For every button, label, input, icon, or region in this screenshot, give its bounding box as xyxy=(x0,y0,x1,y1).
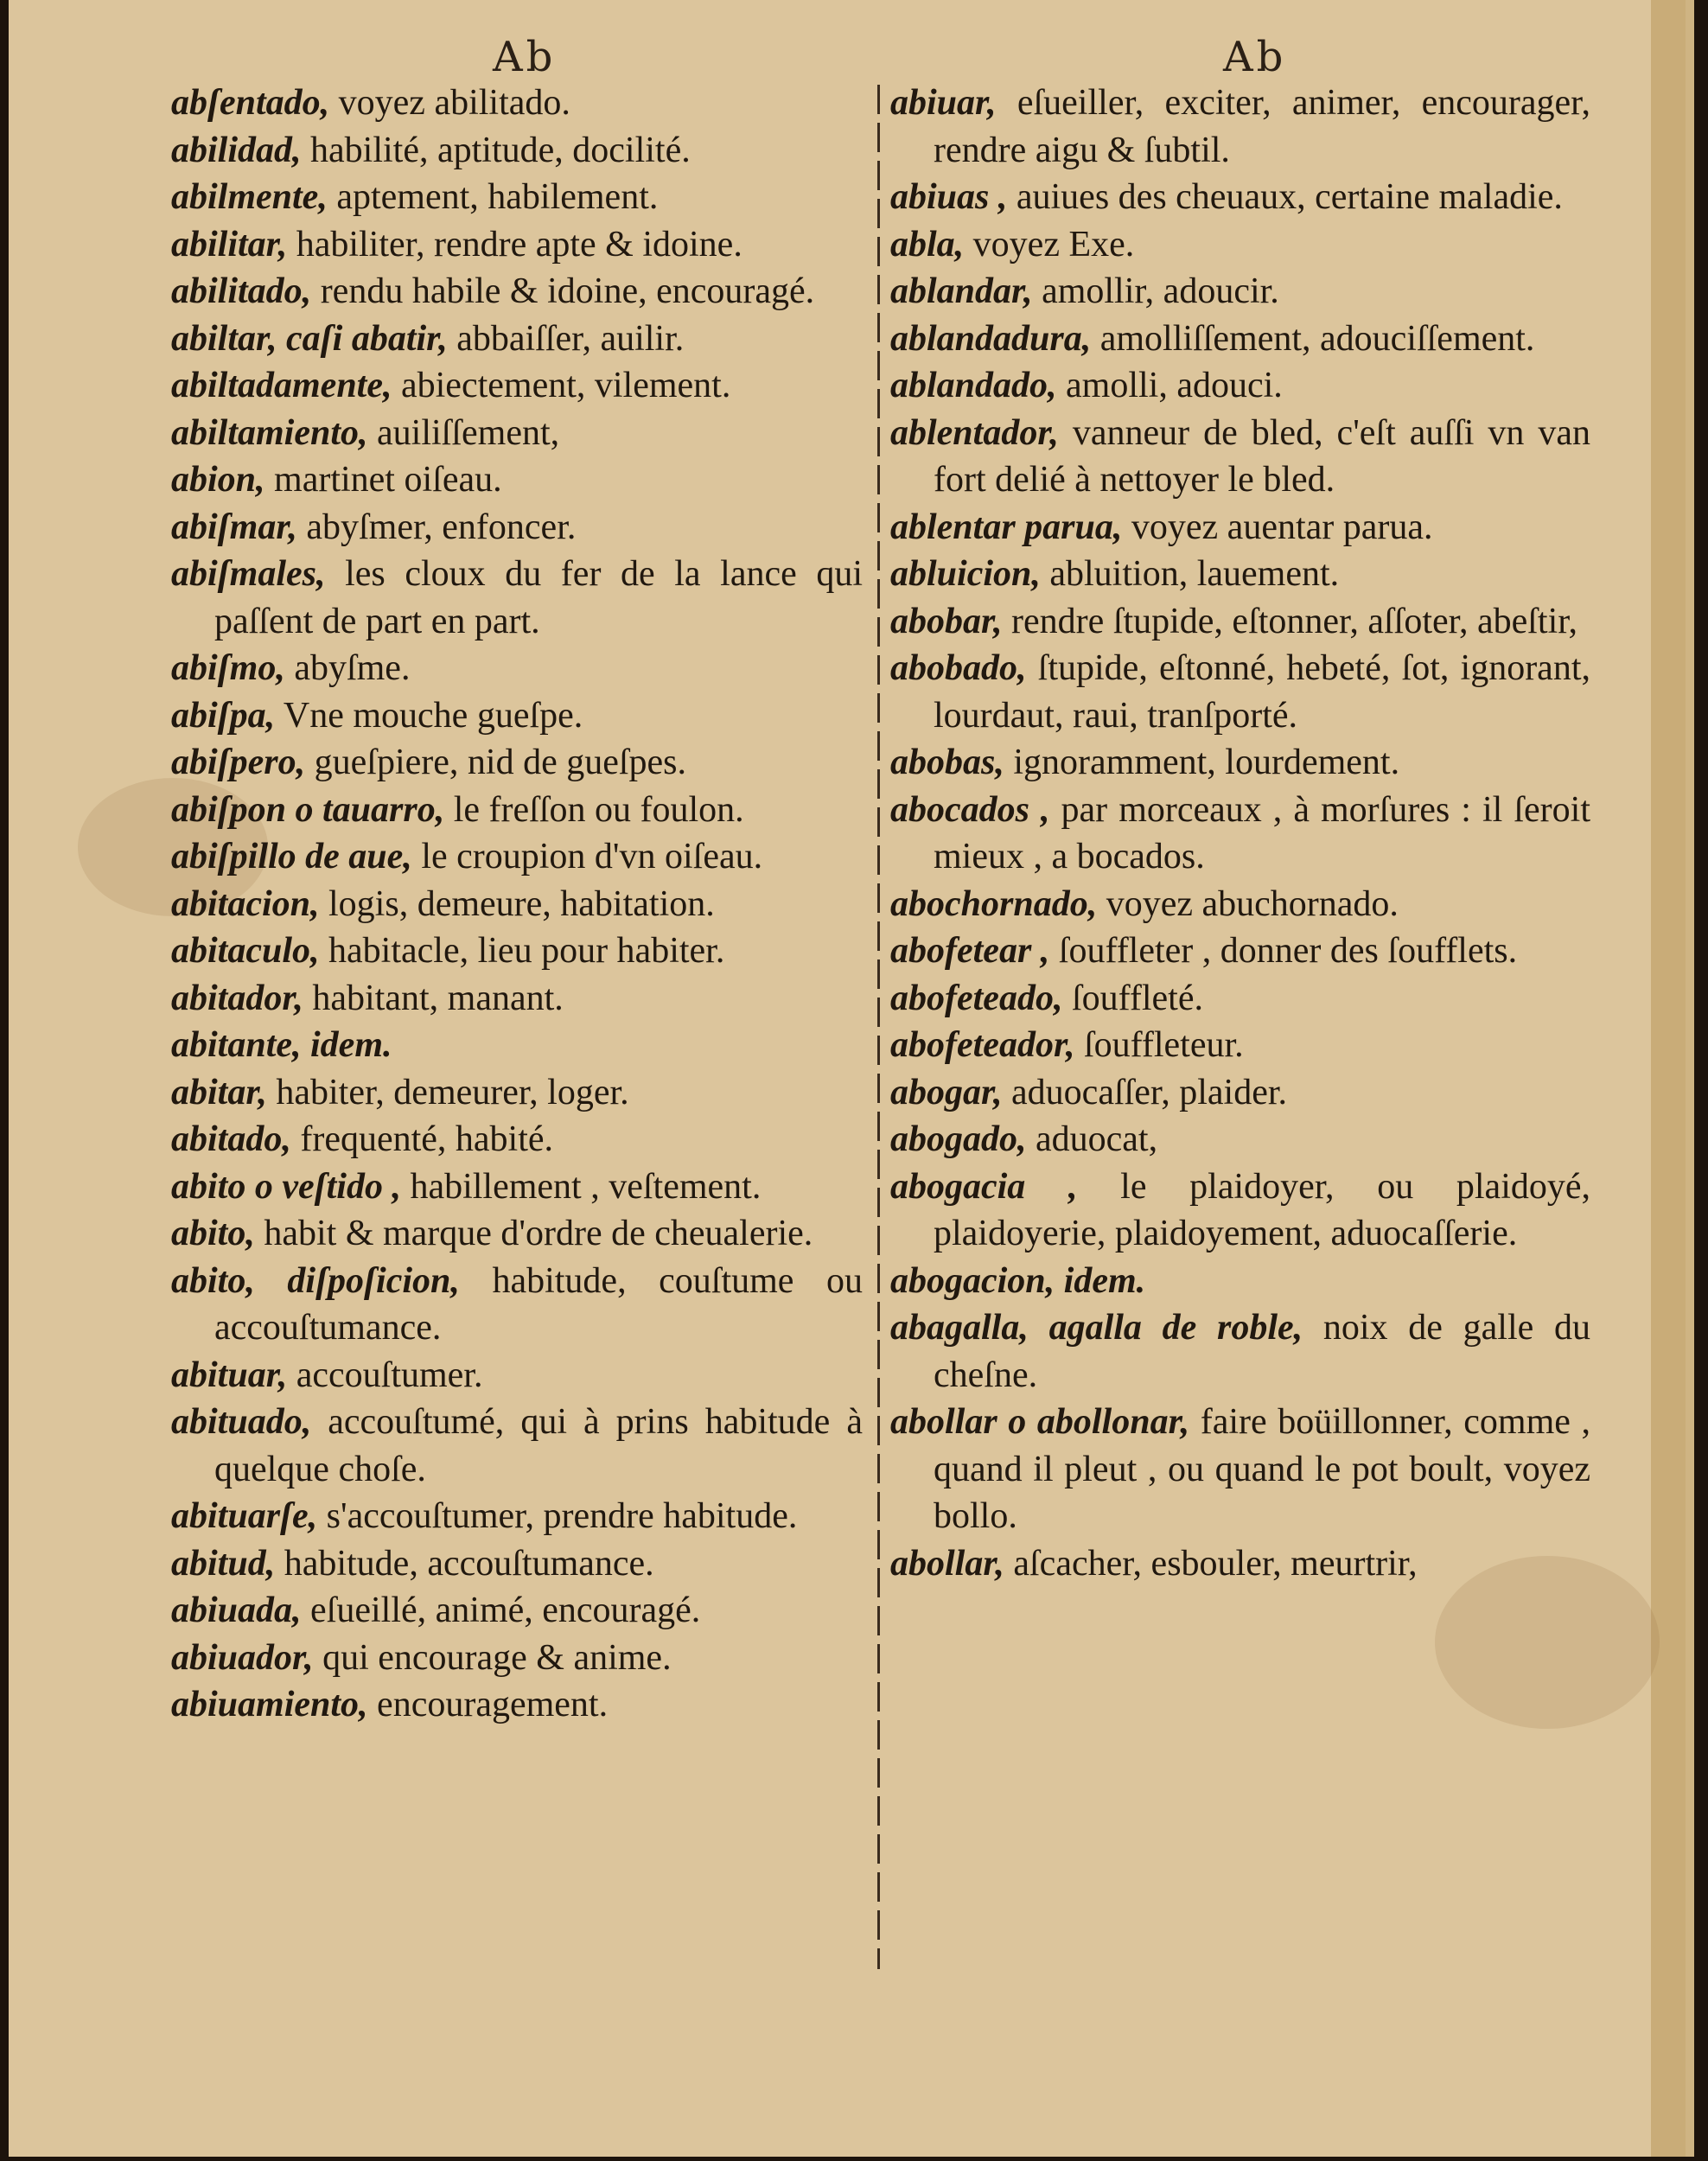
dictionary-entry xyxy=(890,316,1590,363)
definition: habitude, couſtume ou accouſtumance. xyxy=(214,1260,863,1348)
running-head-left: Ab xyxy=(493,33,557,81)
headword: abiltar, caſi abatir, xyxy=(171,318,448,359)
definition: habitude, accouſtumance. xyxy=(275,1543,654,1584)
definition: noix de galle du cheſne. xyxy=(934,1308,1590,1395)
dictionary-entry xyxy=(890,80,1590,174)
definition: eſueiller, exciter, animer, encourager, rendre aigu & ſubtil. xyxy=(934,83,1590,170)
dictionary-entry xyxy=(171,127,863,175)
dictionary-entry xyxy=(890,362,1590,410)
dictionary-entry xyxy=(171,221,863,269)
headword: abitar, xyxy=(171,1072,267,1112)
definition: abluition, lauement. xyxy=(1040,554,1340,594)
definition: habitacle, lieu pour habiter. xyxy=(319,931,725,971)
dictionary-entry xyxy=(890,1304,1590,1399)
definition: ſtupide, eſtonné, hebeté, ſot, ignorant, lourdaut, raui, tranſporté. xyxy=(934,648,1590,736)
dictionary-entry xyxy=(890,787,1590,881)
dictionary-entry xyxy=(171,1399,863,1493)
definition: faire boüillonner, comme , quand il pleut , ou quand le pot boult, voyez bollo. xyxy=(934,1402,1591,1536)
headword: abofetear , xyxy=(890,931,1050,971)
headword: abofeteador, xyxy=(890,1025,1075,1065)
definition: s'accouſtumer, prendre habitude. xyxy=(317,1496,798,1536)
headword: ablandadura, xyxy=(890,318,1092,359)
headword: abiltamiento, xyxy=(171,412,368,453)
dictionary-entry xyxy=(171,316,863,363)
headword: abluicion, xyxy=(890,554,1041,594)
dictionary-entry xyxy=(171,1022,863,1069)
definition: voyez abuchornado. xyxy=(1097,883,1399,924)
right-column xyxy=(890,80,1590,1587)
dictionary-entry xyxy=(171,551,863,645)
dictionary-entry xyxy=(890,1163,1590,1258)
headword: abito o veſtido , xyxy=(171,1166,401,1207)
dictionary-entry xyxy=(171,1116,863,1163)
headword: abogado, xyxy=(890,1119,1027,1159)
headword: abitacion, xyxy=(171,883,320,924)
headword: abilitado, xyxy=(171,271,312,311)
dictionary-entry xyxy=(890,881,1590,928)
column-divider xyxy=(877,85,880,1969)
dictionary-entry xyxy=(890,1540,1590,1588)
dictionary-entry xyxy=(890,739,1590,787)
dictionary-entry xyxy=(890,174,1590,221)
dictionary-entry xyxy=(890,645,1590,739)
definition: Vne mouche gueſpe. xyxy=(275,695,583,736)
dictionary-entry xyxy=(171,975,863,1023)
headword: abitador, xyxy=(171,978,303,1018)
dictionary-entry xyxy=(890,1069,1590,1117)
headword: ablentador, xyxy=(890,412,1059,453)
definition: par morceaux , à morſures : il ſeroit mieux , a bocados. xyxy=(934,789,1590,877)
dictionary-entry xyxy=(171,268,863,316)
headword: abiſmales, xyxy=(171,554,326,594)
definition: accouſtumé, qui à prins habitude à quelque choſe. xyxy=(214,1402,863,1489)
running-head-right: Ab xyxy=(1223,33,1287,81)
definition: accouſtumer. xyxy=(287,1355,483,1395)
definition: abyſme. xyxy=(284,648,411,688)
definition: logis, demeure, habitation. xyxy=(319,883,715,924)
definition: martinet oiſeau. xyxy=(264,460,502,500)
definition: le freſſon ou foulon. xyxy=(444,789,744,830)
definition: rendu habile & idoine, encouragé. xyxy=(311,271,815,311)
headword: abollar o abollonar, xyxy=(890,1402,1190,1442)
headword: ablandar, xyxy=(890,271,1033,311)
dictionary-entry xyxy=(171,1587,863,1635)
headword: abiltadamente, xyxy=(171,366,392,405)
definition: voyez Exe. xyxy=(964,224,1135,265)
headword: abagalla, agalla de roble, xyxy=(890,1308,1303,1348)
headword: abilmente, xyxy=(171,177,328,217)
definition: qui encourage & anime. xyxy=(313,1637,672,1678)
definition: habiliter, rendre apte & idoine. xyxy=(287,224,742,265)
definition: rendre ſtupide, eſtonner, aſſoter, abeſtir, xyxy=(1002,601,1578,641)
headword: abiſpa, xyxy=(171,695,276,736)
dictionary-entry xyxy=(171,410,863,457)
dictionary-entry xyxy=(171,739,863,787)
definition: le plaidoyer, ou plaidoyé, plaidoyerie, plaidoyement, aduocaſſerie. xyxy=(934,1166,1591,1253)
definition: aduocaſſer, plaider. xyxy=(1002,1072,1288,1112)
dictionary-entry xyxy=(171,881,863,928)
definition: auiues des cheuaux, certaine maladie. xyxy=(1007,177,1563,217)
dictionary-entry xyxy=(890,598,1590,646)
dictionary-entry xyxy=(890,268,1590,316)
page-edge xyxy=(1651,0,1686,2157)
dictionary-entry xyxy=(171,692,863,740)
dictionary-entry xyxy=(171,645,863,692)
dictionary-entry xyxy=(890,504,1590,551)
definition: habitant, manant. xyxy=(303,978,564,1018)
dictionary-entry xyxy=(171,174,863,221)
headword: abobado, xyxy=(890,648,1027,688)
headword: abiuar, xyxy=(890,83,997,123)
definition: frequenté, habité. xyxy=(290,1119,554,1159)
headword: abofeteado, xyxy=(890,978,1063,1018)
dictionary-entry xyxy=(171,504,863,551)
definition: aptement, habilement. xyxy=(327,177,659,217)
dictionary-entry xyxy=(171,1493,863,1540)
headword: abito, diſpoſicion, xyxy=(171,1260,460,1301)
dictionary-entry xyxy=(171,928,863,975)
definition: abyſmer, enfoncer. xyxy=(296,507,577,547)
dictionary-entry xyxy=(171,80,863,127)
definition: voyez abilitado. xyxy=(329,83,570,123)
book-page xyxy=(9,0,1694,2157)
definition: abiectement, vilement. xyxy=(392,366,731,405)
headword: abiuada, xyxy=(171,1590,302,1630)
dictionary-entry xyxy=(171,362,863,410)
dictionary-entry xyxy=(171,456,863,504)
dictionary-entry xyxy=(171,1163,863,1211)
definition: auiliſſement, xyxy=(367,412,560,453)
definition: aduocat, xyxy=(1026,1119,1158,1159)
headword: abogacion, idem. xyxy=(890,1260,1146,1301)
dictionary-entry xyxy=(890,928,1590,975)
dictionary-entry xyxy=(171,833,863,881)
dictionary-entry xyxy=(890,551,1590,598)
definition: ſouffleté. xyxy=(1062,978,1203,1018)
definition: le croupion d'vn oiſeau. xyxy=(411,837,763,877)
headword: abituarſe, xyxy=(171,1496,318,1536)
dictionary-entry xyxy=(890,1399,1590,1540)
headword: abocados , xyxy=(890,789,1050,830)
definition: vanneur de bled, c'eſt auſſi vn van fort delié à nettoyer le bled. xyxy=(934,412,1590,500)
definition: ignoramment, lourdement. xyxy=(1004,743,1400,782)
headword: abitud, xyxy=(171,1543,276,1584)
definition: habilité, aptitude, docilité. xyxy=(301,130,691,170)
headword: abilitar, xyxy=(171,224,288,265)
dictionary-entry xyxy=(890,975,1590,1023)
headword: abochornado, xyxy=(890,883,1098,924)
headword: ablentar parua, xyxy=(890,507,1123,547)
definition: eſueillé, animé, encouragé. xyxy=(301,1590,701,1630)
definition: encouragement. xyxy=(367,1685,609,1724)
headword: abiſpon o tauarro, xyxy=(171,789,445,830)
headword: abitaculo, xyxy=(171,931,320,971)
dictionary-entry xyxy=(171,1352,863,1399)
headword: abobas, xyxy=(890,743,1004,782)
definition: habillement , veſtement. xyxy=(400,1166,762,1207)
dictionary-entry xyxy=(171,1210,863,1258)
headword: abito, xyxy=(171,1214,255,1253)
dictionary-entry xyxy=(890,1022,1590,1069)
dictionary-entry xyxy=(890,410,1590,504)
headword: ablandado, xyxy=(890,366,1057,405)
definition: voyez auentar parua. xyxy=(1122,507,1433,547)
headword: abiuamiento, xyxy=(171,1685,368,1724)
dictionary-entry xyxy=(171,1681,863,1729)
definition: amolli, adouci. xyxy=(1056,366,1283,405)
definition: les cloux du fer de la lance qui paſſent de part en part. xyxy=(214,554,863,641)
headword: abion, xyxy=(171,460,265,500)
dictionary-entry xyxy=(890,221,1590,269)
headword: abiſpero, xyxy=(171,743,306,782)
headword: abſentado, xyxy=(171,83,330,123)
definition: amolliſſement, adouciſſement. xyxy=(1091,318,1535,359)
headword: abogacia , xyxy=(890,1166,1078,1207)
headword: abobar, xyxy=(890,601,1003,641)
dictionary-entry xyxy=(890,1258,1590,1305)
definition: aſcacher, esbouler, meurtrir, xyxy=(1004,1543,1418,1584)
definition: habit & marque d'ordre de cheualerie. xyxy=(254,1214,813,1253)
left-column xyxy=(171,80,863,1729)
dictionary-entry xyxy=(171,1635,863,1682)
headword: abitante, idem. xyxy=(171,1025,392,1065)
definition: amollir, adoucir. xyxy=(1032,271,1279,311)
headword: abiſmo, xyxy=(171,648,285,688)
dictionary-entry xyxy=(171,1258,863,1352)
headword: abilidad, xyxy=(171,130,302,170)
headword: abiuas , xyxy=(890,177,1008,217)
headword: abiuador, xyxy=(171,1637,314,1678)
dictionary-entry xyxy=(890,1116,1590,1163)
dictionary-entry xyxy=(171,1069,863,1117)
dictionary-entry xyxy=(171,1540,863,1588)
definition: abbaiſſer, auilir. xyxy=(447,318,685,359)
headword: abla, xyxy=(890,224,965,265)
dictionary-entry xyxy=(171,787,863,834)
headword: abiſmar, xyxy=(171,507,297,547)
headword: abollar, xyxy=(890,1543,1004,1584)
headword: abiſpillo de aue, xyxy=(171,837,412,877)
headword: abituar, xyxy=(171,1355,288,1395)
headword: abituado, xyxy=(171,1402,312,1442)
definition: ſouffleteur. xyxy=(1074,1025,1244,1065)
headword: abitado, xyxy=(171,1119,291,1159)
definition: ſouffleter , donner des ſoufflets. xyxy=(1049,931,1518,971)
headword: abogar, xyxy=(890,1072,1003,1112)
definition: habiter, demeurer, loger. xyxy=(266,1072,629,1112)
definition: gueſpiere, nid de gueſpes. xyxy=(305,743,687,782)
